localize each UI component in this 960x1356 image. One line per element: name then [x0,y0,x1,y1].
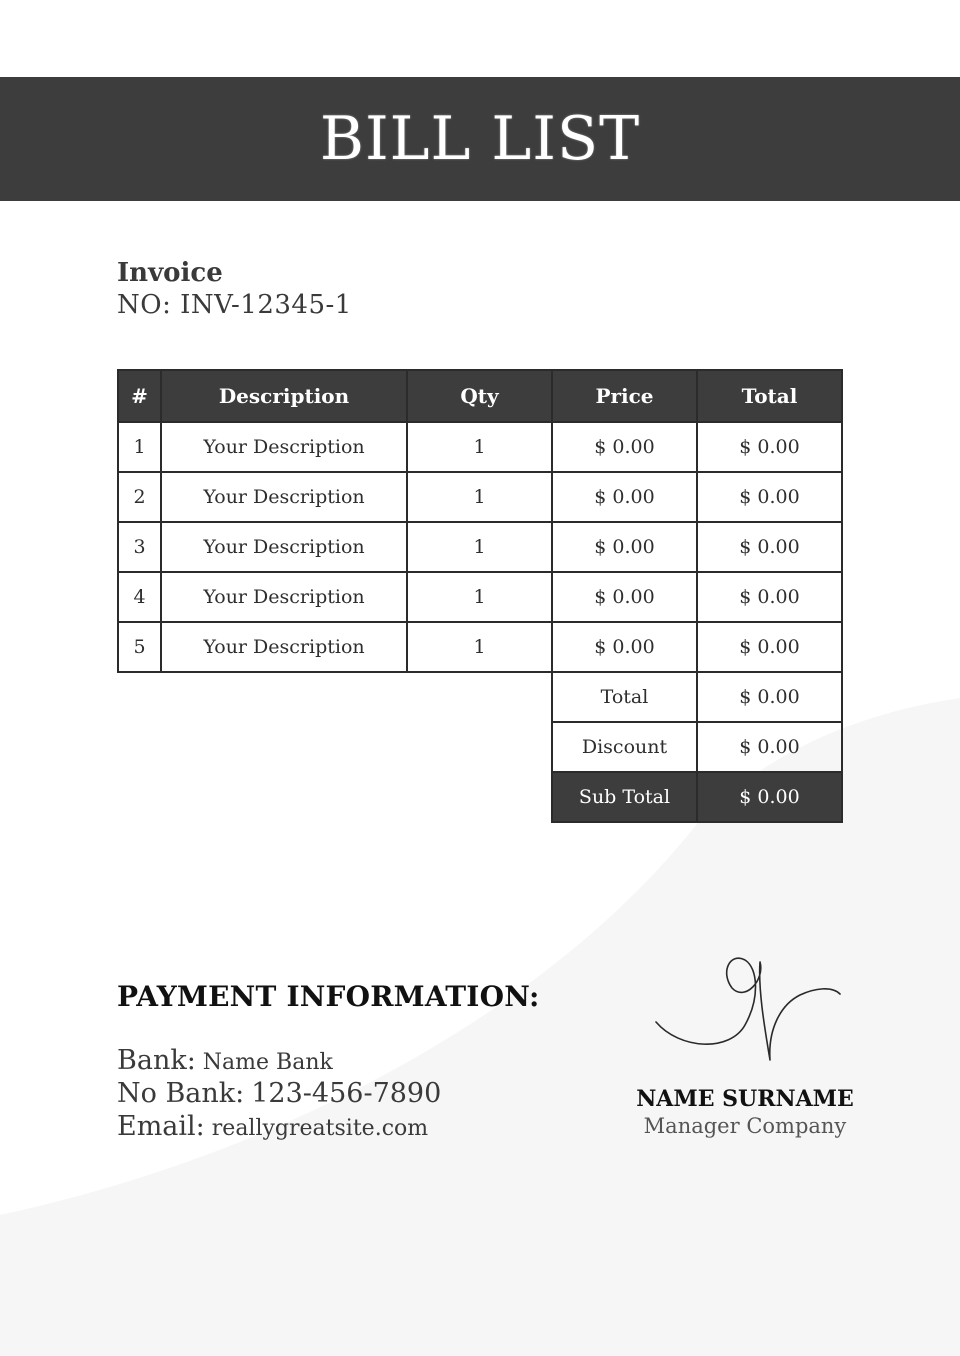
summary-total-value: $ 0.00 [697,672,842,722]
table-row [118,522,842,572]
summary-subtotal-label: Sub Total [552,772,697,822]
column-header-total: Total [697,370,842,422]
bank-label: Bank: [117,1045,196,1076]
row-qty: 1 [407,522,552,572]
email-label: Email: [117,1111,205,1142]
items-table [117,369,843,823]
row-number: 2 [118,472,161,522]
summary-total-label: Total [552,672,697,722]
row-description: Your Description [161,522,407,572]
payment-information-title: PAYMENT INFORMATION: [117,980,540,1013]
row-qty: 1 [407,622,552,672]
invoice-number: NO: INV-12345-1 [117,290,352,320]
row-qty: 1 [407,422,552,472]
summary-spacer [118,672,552,722]
row-price: $ 0.00 [552,472,697,522]
invoice-label: Invoice [117,258,223,288]
summary-discount-row [118,722,842,772]
row-price: $ 0.00 [552,522,697,572]
table-header-row [118,370,842,422]
row-total: $ 0.00 [697,422,842,472]
account-number-label: No Bank: [117,1078,245,1109]
signatory-role: Manager Company [643,1114,847,1138]
payment-email-line [117,1111,428,1142]
payment-bank-line [117,1045,333,1076]
summary-total-row [118,672,842,722]
row-number: 1 [118,422,161,472]
row-total: $ 0.00 [697,572,842,622]
row-description: Your Description [161,422,407,472]
signature-icon [650,950,850,1065]
row-number: 5 [118,622,161,672]
column-header-qty: Qty [407,370,552,422]
row-price: $ 0.00 [552,622,697,672]
row-price: $ 0.00 [552,572,697,622]
row-total: $ 0.00 [697,522,842,572]
column-header-number: # [118,370,161,422]
row-price: $ 0.00 [552,422,697,472]
summary-spacer [118,722,552,772]
table-row [118,572,842,622]
table-row [118,422,842,472]
email-value: reallygreatsite.com [211,1116,429,1141]
summary-discount-label: Discount [552,722,697,772]
account-number-value: 123-456-7890 [251,1078,442,1109]
row-total: $ 0.00 [697,622,842,672]
row-number: 3 [118,522,161,572]
summary-subtotal-value: $ 0.00 [697,772,842,822]
bank-value: Name Bank [202,1050,333,1075]
row-qty: 1 [407,572,552,622]
row-qty: 1 [407,472,552,522]
header-banner [0,77,960,201]
column-header-description: Description [161,370,407,422]
summary-subtotal-row [118,772,842,822]
row-description: Your Description [161,622,407,672]
table-row [118,622,842,672]
summary-discount-value: $ 0.00 [697,722,842,772]
row-total: $ 0.00 [697,472,842,522]
row-description: Your Description [161,472,407,522]
table-row [118,472,842,522]
signatory-name: NAME SURNAME [636,1086,854,1112]
row-description: Your Description [161,572,407,622]
page-title: BILL LIST [319,104,641,174]
summary-spacer [118,772,552,822]
row-number: 4 [118,572,161,622]
column-header-price: Price [552,370,697,422]
payment-account-line [117,1078,441,1109]
